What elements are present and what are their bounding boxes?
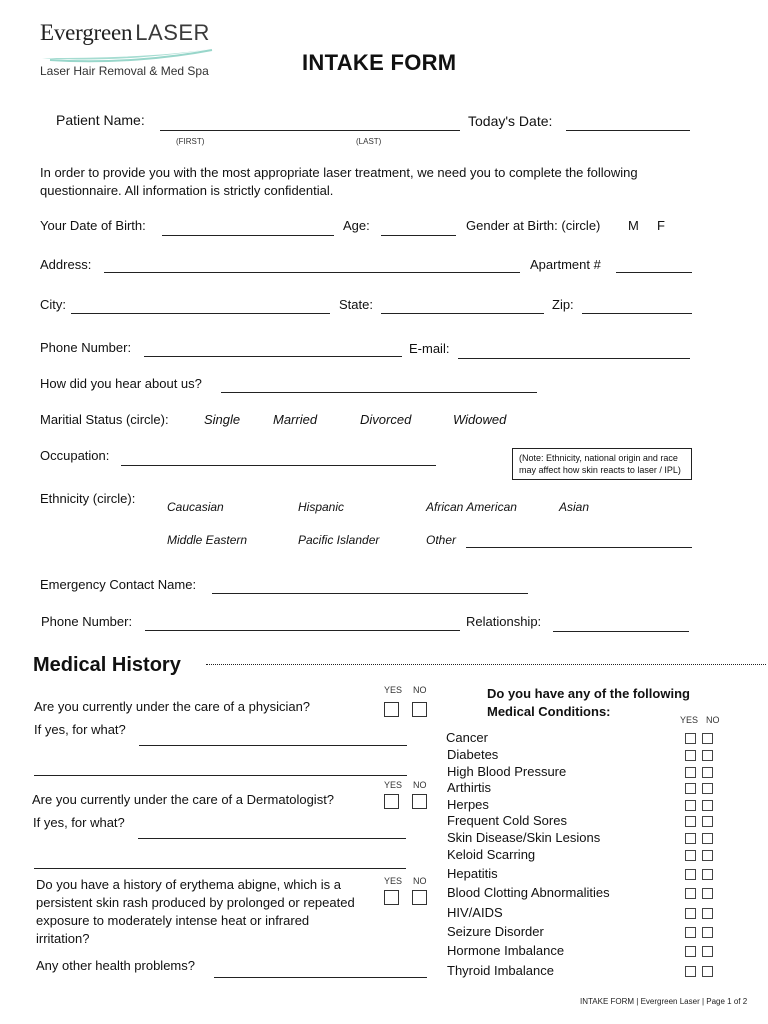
condition-no-checkbox[interactable] <box>702 833 713 844</box>
condition-yes-checkbox[interactable] <box>685 869 696 880</box>
ethnicity-option-hispanic[interactable]: Hispanic <box>298 500 345 514</box>
ethnicity-option-pacific-islander[interactable]: Pacific Islander <box>298 533 380 547</box>
condition-label: High Blood Pressure <box>447 764 567 779</box>
condition-no-checkbox[interactable] <box>702 927 713 938</box>
q1-no-label: NO <box>413 685 427 695</box>
q2-text: Are you currently under the care of a Dermatologist? <box>32 792 335 807</box>
condition-no-checkbox[interactable] <box>702 850 713 861</box>
last-name-label: (LAST) <box>356 137 382 146</box>
apartment-label: Apartment # <box>530 257 601 272</box>
logo <box>40 20 210 46</box>
age-label: Age: <box>343 218 370 233</box>
dob-field[interactable] <box>162 235 334 236</box>
q2-no-checkbox[interactable] <box>412 794 427 809</box>
ethnicity-option-middle-eastern[interactable]: Middle Eastern <box>167 533 248 547</box>
condition-no-checkbox[interactable] <box>702 888 713 899</box>
zip-label: Zip: <box>552 297 574 312</box>
q2-followup-field-2[interactable] <box>34 868 406 869</box>
medical-history-divider <box>206 664 766 665</box>
city-label: City: <box>40 297 66 312</box>
q3-line: irritation? <box>36 931 90 946</box>
condition-yes-checkbox[interactable] <box>685 888 696 899</box>
ethnicity-note-line-2: may affect how skin reacts to laser / IPL) <box>519 465 681 475</box>
condition-label: Diabetes <box>447 747 499 762</box>
q3-line: persistent skin rash produced by prolonged or repeated <box>36 895 355 910</box>
q1-yes-checkbox[interactable] <box>384 702 399 717</box>
hear-about-field[interactable] <box>221 392 537 393</box>
condition-yes-checkbox[interactable] <box>685 750 696 761</box>
q3-no-checkbox[interactable] <box>412 890 427 905</box>
dob-label: Your Date of Birth: <box>40 218 146 233</box>
ethnicity-other-field[interactable] <box>466 547 692 548</box>
condition-label: Thyroid Imbalance <box>447 963 554 978</box>
address-field[interactable] <box>104 272 520 273</box>
marital-option-widowed[interactable]: Widowed <box>453 412 507 427</box>
condition-yes-checkbox[interactable] <box>685 966 696 977</box>
condition-label: Arthirtis <box>447 780 492 795</box>
intro-line-1: In order to provide you with the most appropriate laser treatment, we need you to complete the following <box>40 165 638 180</box>
condition-label: Seizure Disorder <box>447 924 544 939</box>
condition-yes-checkbox[interactable] <box>685 767 696 778</box>
condition-label: Frequent Cold Sores <box>447 813 567 828</box>
ethnicity-option-other[interactable]: Other <box>426 533 457 547</box>
logo-laser: LASER <box>135 20 210 45</box>
condition-no-checkbox[interactable] <box>702 816 713 827</box>
todays-date-field[interactable] <box>566 130 690 131</box>
q3-line: exposure to moderately intense heat or infrared <box>36 913 310 928</box>
condition-yes-checkbox[interactable] <box>685 783 696 794</box>
q3-no-label: NO <box>413 876 427 886</box>
condition-yes-checkbox[interactable] <box>685 800 696 811</box>
hear-about-label: How did you hear about us? <box>40 376 202 391</box>
intro-text <box>40 164 638 200</box>
phone-label: Phone Number: <box>40 340 132 355</box>
condition-no-checkbox[interactable] <box>702 783 713 794</box>
q1-followup-label: If yes, for what? <box>34 722 126 737</box>
conditions-heading <box>487 685 690 721</box>
gender-option-m[interactable]: M <box>628 218 639 233</box>
relationship-field[interactable] <box>553 631 689 632</box>
condition-yes-checkbox[interactable] <box>685 816 696 827</box>
q2-yes-checkbox[interactable] <box>384 794 399 809</box>
email-label: E-mail: <box>409 341 450 356</box>
q2-followup-label: If yes, for what? <box>33 815 125 830</box>
page-title: INTAKE FORM <box>302 50 457 75</box>
q3-yes-checkbox[interactable] <box>384 890 399 905</box>
condition-label: Cancer <box>446 730 488 745</box>
patient-name-field[interactable] <box>160 130 460 131</box>
gender-label: Gender at Birth: (circle) <box>466 218 601 233</box>
condition-no-checkbox[interactable] <box>702 946 713 957</box>
ethnicity-note-line-1: (Note: Ethnicity, national origin and race <box>519 453 678 463</box>
first-name-label: (FIRST) <box>176 137 205 146</box>
intro-line-2: questionnaire. All information is strictly confidential. <box>40 183 334 198</box>
emergency-contact-field[interactable] <box>212 593 528 594</box>
zip-field[interactable] <box>582 313 692 314</box>
q1-followup-field-2[interactable] <box>34 775 407 776</box>
q2-no-label: NO <box>413 780 427 790</box>
emergency-contact-label: Emergency Contact Name: <box>40 577 197 592</box>
apartment-field[interactable] <box>616 272 692 273</box>
condition-label: Herpes <box>447 797 489 812</box>
marital-option-married[interactable]: Married <box>273 412 318 427</box>
marital-option-divorced[interactable]: Divorced <box>360 412 412 427</box>
patient-name-label: Patient Name: <box>56 112 145 128</box>
conditions-heading-line-1: Do you have any of the following <box>487 686 690 701</box>
q1-followup-field[interactable] <box>139 745 407 746</box>
condition-label: HIV/AIDS <box>447 905 503 920</box>
condition-label: Blood Clotting Abnormalities <box>447 885 610 900</box>
conditions-heading-line-2: Medical Conditions: <box>487 704 611 719</box>
ethnicity-option-asian[interactable]: Asian <box>559 500 590 514</box>
relationship-label: Relationship: <box>466 614 542 629</box>
logo-tagline: Laser Hair Removal & Med Spa <box>40 64 209 78</box>
ethnicity-note <box>512 448 692 480</box>
condition-no-checkbox[interactable] <box>702 800 713 811</box>
condition-yes-checkbox[interactable] <box>685 946 696 957</box>
condition-yes-checkbox[interactable] <box>685 927 696 938</box>
q4-text: Any other health problems? <box>36 958 195 973</box>
occupation-label: Occupation: <box>40 448 110 463</box>
conditions-yes-label: YES <box>680 715 699 725</box>
condition-label: Skin Disease/Skin Lesions <box>447 830 601 845</box>
condition-no-checkbox[interactable] <box>702 869 713 880</box>
condition-yes-checkbox[interactable] <box>685 833 696 844</box>
condition-no-checkbox[interactable] <box>702 767 713 778</box>
q3-yes-label: YES <box>384 876 403 886</box>
ethnicity-option-caucasian[interactable]: Caucasian <box>167 500 224 514</box>
condition-no-checkbox[interactable] <box>702 908 713 919</box>
gender-option-f[interactable]: F <box>657 218 665 233</box>
emergency-phone-label: Phone Number: <box>41 614 133 629</box>
condition-label: Hepatitis <box>447 866 498 881</box>
todays-date-label: Today's Date: <box>468 113 553 129</box>
condition-no-checkbox[interactable] <box>702 733 713 744</box>
ethnicity-label: Ethnicity (circle): <box>40 491 136 506</box>
condition-label: Hormone Imbalance <box>447 943 565 958</box>
city-field[interactable] <box>71 313 330 314</box>
condition-no-checkbox[interactable] <box>702 750 713 761</box>
phone-field[interactable] <box>144 356 402 357</box>
state-field[interactable] <box>381 313 544 314</box>
medical-history-heading: Medical History <box>33 654 181 676</box>
emergency-phone-field[interactable] <box>145 630 460 631</box>
q2-followup-field[interactable] <box>138 838 406 839</box>
condition-yes-checkbox[interactable] <box>685 908 696 919</box>
marital-option-single[interactable]: Single <box>204 412 241 427</box>
address-label: Address: <box>40 257 92 272</box>
conditions-no-label: NO <box>706 715 720 725</box>
condition-yes-checkbox[interactable] <box>685 733 696 744</box>
q1-text: Are you currently under the care of a physician? <box>34 699 311 714</box>
marital-label: Maritial Status (circle): <box>40 412 169 427</box>
q2-yes-label: YES <box>384 780 403 790</box>
state-label: State: <box>339 297 373 312</box>
condition-label: Keloid Scarring <box>447 847 536 862</box>
q1-no-checkbox[interactable] <box>412 702 427 717</box>
age-field[interactable] <box>381 235 456 236</box>
occupation-field[interactable] <box>121 465 436 466</box>
q4-field[interactable] <box>214 977 427 978</box>
condition-no-checkbox[interactable] <box>702 966 713 977</box>
ethnicity-option-african-american[interactable]: African American <box>426 500 517 514</box>
email-field[interactable] <box>458 358 690 359</box>
q3-line: Do you have a history of erythema abigne, which is a <box>36 877 341 892</box>
logo-name: Evergreen <box>40 20 133 45</box>
page-footer: INTAKE FORM | Evergreen Laser | Page 1 of 2 <box>580 997 748 1006</box>
condition-yes-checkbox[interactable] <box>685 850 696 861</box>
q1-yes-label: YES <box>384 685 403 695</box>
logo-swoosh <box>40 44 218 64</box>
q3-text <box>36 876 355 948</box>
